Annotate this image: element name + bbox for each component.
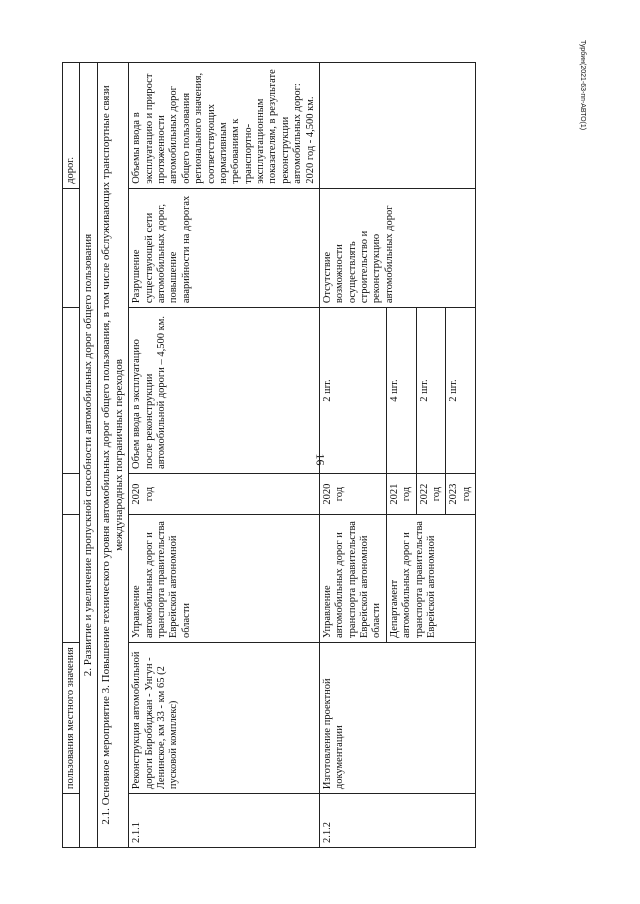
row-name-cell: пользования местного значения <box>63 643 80 794</box>
executor: Управление автомобильных дорог и транспорта правительства Еврейской автономной области <box>319 515 386 643</box>
row-number: 2.1.2 <box>319 794 475 848</box>
row-number: 2.1.1 <box>129 794 320 848</box>
risk: Разрушение существующей сети автомобильных дорог, повышение аварийности на дорогах <box>129 188 320 307</box>
document-code: Турбин(2021-63-пп-АВТО(1) <box>579 40 586 131</box>
risk: Отсутствие возможности осуществлять строительство и реконструкцию автомобильных дорог <box>319 188 475 307</box>
page-number: 16 <box>313 453 328 466</box>
subsection-heading-row <box>98 63 129 848</box>
section-heading-row <box>80 63 98 848</box>
indicator: 2 шт. <box>446 308 476 474</box>
expected-result <box>319 63 475 189</box>
row-result-cell: дорог. <box>63 63 80 189</box>
table-row <box>129 63 320 848</box>
indicator: 4 шт. <box>386 308 416 474</box>
year: 2021 год <box>386 474 416 515</box>
executor: Департамент автомобильных дорог и транспорта правительства Еврейской автономной <box>386 515 475 643</box>
measures-table <box>62 62 476 848</box>
subsection-heading: 2.1. Основное мероприятие 3. Повышение технического уровня автомобильных дорог общего пользования, в том числе обслуживающих транспортные связи международных пограничных переходов <box>98 63 129 848</box>
indicator: 2 шт. <box>319 308 386 474</box>
measure-name: Изготовление проектной документации <box>319 643 475 794</box>
indicator: 2 шт. <box>416 308 446 474</box>
table-row <box>63 63 80 848</box>
year: 2023 год <box>446 474 476 515</box>
year: 2022 год <box>416 474 446 515</box>
table-row <box>319 63 386 848</box>
executor: Управление автомобильных дорог и транспорта правительства Еврейской автономной области <box>129 515 320 643</box>
year: 2020 год <box>319 474 386 515</box>
indicator: Объем ввода в эксплуатацию после реконструкции автомобильной дороги – 4,500 км. <box>129 308 320 474</box>
section-heading: 2. Развитие и увеличение пропускной способности автомобильных дорог общего пользования <box>80 63 98 848</box>
expected-result: Объемы ввода в эксплуатацию и прирост протяженности автомобильных дорог общего пользования регионального значения, соответствующих нормативным требованиям к транспортно-эксплуатационным показателям, в результате реконструкции автомобильных дорог: 2020 год - 4,500 км. <box>129 63 320 189</box>
measure-name: Реконструкция автомобильной дороги Биробиджан - Унгун - Ленинское, км 33 - км 65 (2 пусковой комплекс) <box>129 643 320 794</box>
year: 2020 год <box>129 474 320 515</box>
